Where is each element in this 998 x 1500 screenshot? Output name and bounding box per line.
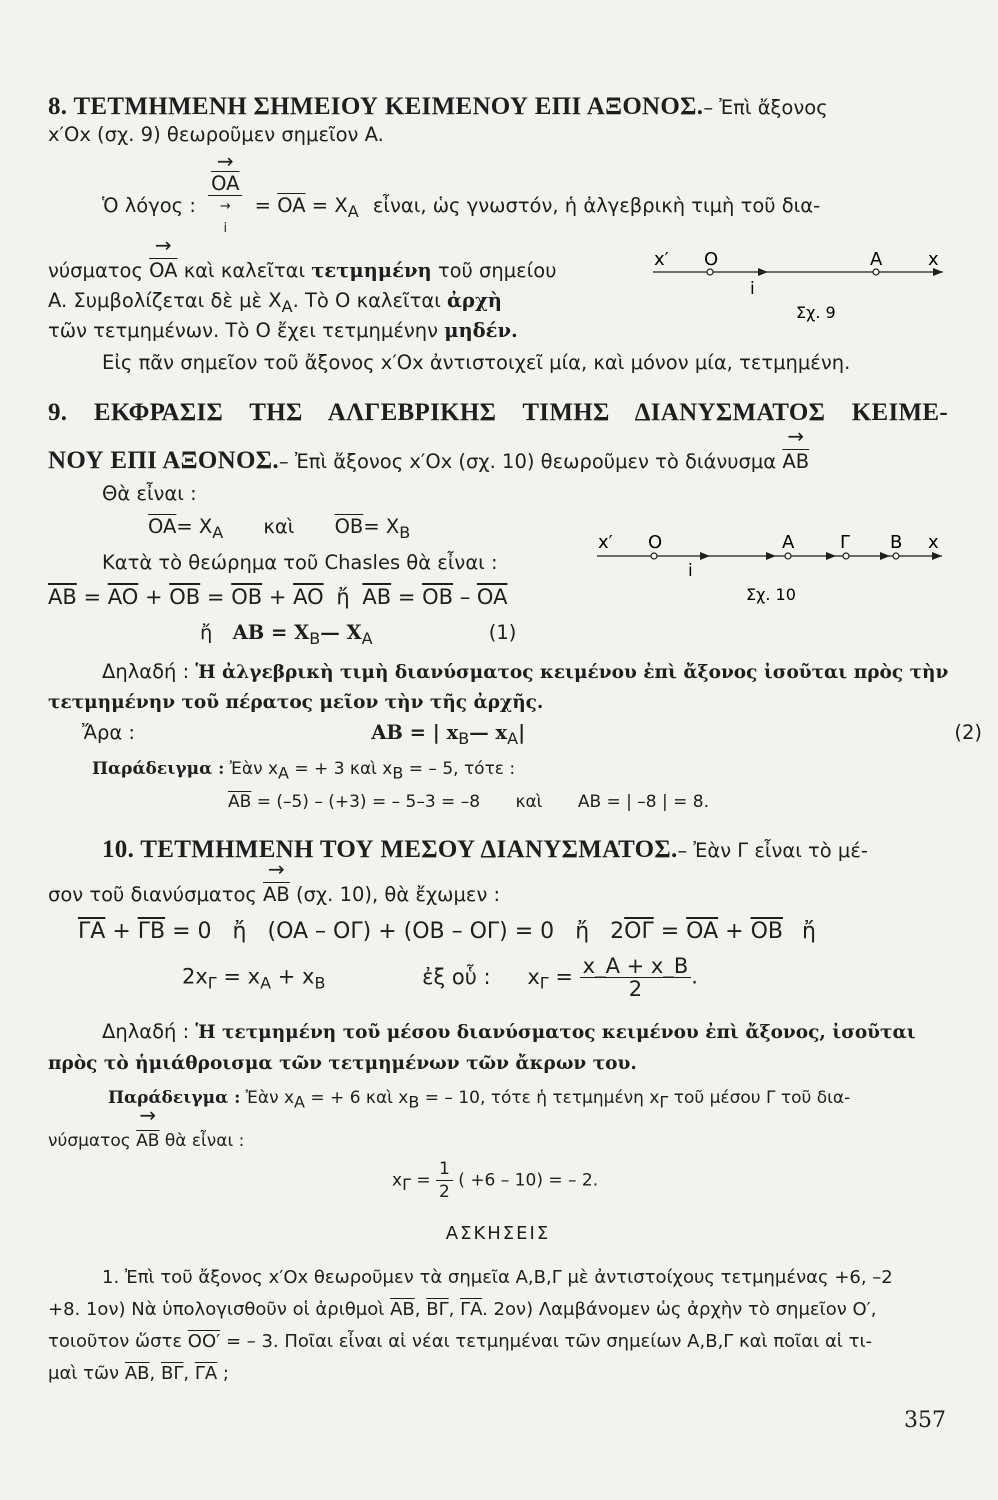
fig10-label-b: B <box>890 532 903 553</box>
s10-xg-equation: $2x_\Gamma = x_A + x_B$ ἐξ οὗ : $x_\Gamma$ = $\frac{x\_A + x\_B}{2}$ . <box>182 954 698 1001</box>
figure-10 <box>592 520 948 610</box>
fig10-label-o: O <box>648 532 663 553</box>
s9-eq-xa-xb: $\overline{OA}= X_A$ καὶ $\overline{OB}= X_B$ <box>148 515 411 542</box>
fig10-label-g: Γ <box>840 532 851 553</box>
s8-line-7: Εἰς πᾶν σημεῖον τοῦ ἄξονος x′Ox ἀντιστοιχεῖ μία, καὶ μόνον μία, τετμημένη. <box>102 351 851 374</box>
fig10-label-i: i <box>688 561 693 581</box>
fig9-label-x: x <box>928 249 939 270</box>
page-number: 357 <box>904 1408 946 1433</box>
section-8-title: 8. ΤΕΤΜΗΜΕΝΗ ΣΗΜΕΙΟΥ ΚΕΙΜΕΝΟΥ ΕΠΙ ΑΞΟΝΟΣ. <box>48 93 704 120</box>
fig9-label-a: A <box>870 249 883 270</box>
fig10-arrow-4 <box>880 552 890 560</box>
section-9-title-line-2: ΝΟΥ ΕΠΙ ΑΞΟΝΟΣ.– Ἐπὶ ἄξονος x′Ox (σχ. 10) θεωροῦμεν τὸ $\delta\iota ά\nu\upsilon\sigma\mu\alpha \to \overline{AB}$ <box>48 447 948 476</box>
s8-line-6: τῶν τετμημένων. Τὸ O ἔχει τετμημένην μηδέν. <box>48 319 518 342</box>
s10-definition-line-1: Δηλαδή : Ἡ τετμημένη τοῦ μέσου διανύσματος κειμένου ἐπὶ ἄξονος, ἰσοῦται <box>102 1020 916 1043</box>
xg-fraction: $\frac{x\_A + x\_B}{2}$ <box>580 955 692 1000</box>
section-10-heading-line: 10. ΤΕΤΜΗΜΕΝΗ ΤΟΥ ΜΕΣΟΥ ΔΙΑΝΥΣΜΑΤΟΣ.– Ἐὰν Γ εἶναι τὸ μέ- <box>102 836 868 863</box>
s9-line-3: Θὰ εἶναι : <box>102 482 197 505</box>
s9-example-line: Παράδειγμα : Ἐὰν $x_A$ = + 3 καὶ $x_B$ = – 5, τότε : <box>92 759 516 783</box>
fig10-point-b <box>893 553 899 559</box>
fig10-arrow-2 <box>766 552 776 560</box>
s8-ratio-line: Ὁ λόγος : → $\overline{OA}$ → i = $\overline{OA} = X_A$ εἶναι, ὡς γνωστόν, ἡ ἀλγεβρικὴ τιμὴ τοῦ δια- <box>48 173 948 240</box>
fig10-label-a: A <box>782 532 795 553</box>
s9-equation-2: Ἄρα : AB = | $x_B—$ $x_A|$ (2) <box>82 721 982 748</box>
exercises-heading: ΑΣΚΗΣΕΙΣ <box>445 1223 551 1244</box>
section-8-heading-line: 8. ΤΕΤΜΗΜΕΝΗ ΣΗΜΕΙΟΥ ΚΕΙΜΕΝΟΥ ΕΠΙ ΑΞΟΝΟΣ.– Ἐπὶ ἄξονος <box>48 93 828 120</box>
fig9-label-i: i <box>750 279 755 299</box>
s10-example-calc: $x_\Gamma$ = $\frac{1}{2}$ ( +6 – 10) = – 2. <box>392 1159 599 1202</box>
section-9-title-line-1: 9. ΕΚΦΡΑΣΙΣ ΤΗΣ ΑΛΓΕΒΡΙΚΗΣ ΤΙΜΗΣ ΔΙΑΝΥΣΜΑΤΟΣ ΚΕΙΜΕ- <box>48 399 948 426</box>
s8-line-5: A. Συμβολίζεται δὲ μὲ $X_A$. Τὸ O καλεῖται ἀρχὴ <box>48 289 502 316</box>
s9-chasles-equation: $\overline{AB} = \overline{AO} + \overline{OB} = \overline{OB} + \overline{AO}$ ἤ $\overline{AB} = \overline{OB} - \overline{OA}$ <box>48 585 508 609</box>
figure-9 <box>648 248 948 328</box>
fig10-point-o <box>651 553 657 559</box>
s9-chasles-line: Κατὰ τὸ θεώρημα τοῦ Chasles θὰ εἶναι : <box>102 551 498 574</box>
fig10-point-a <box>785 553 791 559</box>
s9-definition-line-2: τετμημένην τοῦ πέρατος μεῖον τὴν τῆς ἀρχῆς. <box>48 692 544 713</box>
exercise-1-line-3: τοιοῦτον ὥστε OO′ = – 3. Ποῖαι εἶναι αἱ νέαι τετμημέναι τῶν σημείων A,B,Γ καὶ ποῖαι αἱ τι- <box>48 1331 873 1352</box>
s9-definition-line-1: Δηλαδή : Ἡ ἀλγεβρικὴ τιμὴ διανύσματος κειμένου ἐπὶ ἄξονος ἰσοῦται πρὸς τὴν <box>102 660 949 683</box>
s8-line-2: x′Ox (σχ. 9) θεωροῦμεν σημεῖον A. <box>48 123 384 146</box>
exercise-1-line-2: +8. 1ον) Νὰ ὑπολογισθοῦν οἱ ἀριθμοὶ $\overline{AB}$, $\overline{B\Gamma}$, $\overline{\Gamma A}$. 2ον) Λαμβάνομεν ὡς ἀρχὴν τὸ σημεῖον O′, <box>48 1299 877 1320</box>
s9-example-calc: $\overline{AB} = (-5) - (+3)$ = – 5–3 = –8 καὶ AB = | –8 | = 8. <box>228 792 710 812</box>
fig9-unit-arrow <box>758 268 768 276</box>
fig9-label-xprime: x′ <box>654 249 669 270</box>
fig9-label-o: O <box>704 249 719 270</box>
s10-example-line: Παράδειγμα : Ἐὰν $x_A$ = + 6 καὶ $x_B$ = – 10, τότε ἡ τετμημένη $x_\Gamma$ τοῦ μέσου Γ τοῦ δια- <box>108 1088 851 1112</box>
s10-line-2: σον τοῦ $\delta\iota\alpha\nu ύ\sigma\mu\alpha\tau o\varsigma \to \overline{AB}$ (σχ. 10), θὰ ἔχωμεν : <box>48 881 948 909</box>
exercise-1-line-1: 1. Ἐπὶ τοῦ ἄξονος x′Ox θεωροῦμεν τὰ σημεῖα A,B,Γ μὲ ἀντιστοίχους τετμημένας +6, –2 <box>102 1267 893 1288</box>
fig10-arrow-3 <box>826 552 836 560</box>
fig10-axis-arrow <box>932 552 942 560</box>
section-10-title: 10. ΤΕΤΜΗΜΕΝΗ ΤΟΥ ΜΕΣΟΥ ΔΙΑΝΥΣΜΑΤΟΣ. <box>102 836 678 863</box>
fig10-label-xprime: x′ <box>598 532 613 553</box>
s10-midpoint-equation: $\overline{\Gamma A} + \overline{\Gamma B} = 0$ ἤ (OA – OΓ) + (OB – OΓ) = 0 ἤ $2\overline{O\Gamma} = \overline{OA} + \overline{OB}$ ἤ <box>78 919 816 944</box>
s9-equation-1: ἤ AB = $X_B—$ $X_A$ (1) <box>200 621 517 648</box>
ratio-fraction: → $\overline{OA}$ → i <box>208 173 242 240</box>
s8-line-4: $\nu ύ\sigma\mu\alpha\tau o\varsigma \to \overline{OA}$ καὶ καλεῖται τετμημένη τοῦ σημείου <box>48 257 628 285</box>
fig10-unit-arrow <box>700 552 710 560</box>
s10-definition-line-2: πρὸς τὸ ἡμιάθροισμα τῶν τετμημένων τῶν ἄκρων του. <box>48 1053 637 1074</box>
exercise-1-line-4: μαὶ τῶν $\overline{AB}$, $\overline{B\Gamma}$, $\overline{\Gamma A}$ ; <box>48 1363 229 1384</box>
s10-example-line-2: $\nu ύ\sigma\mu\alpha\tau o\varsigma \to \overline{AB}$ θὰ εἶναι : <box>48 1127 948 1155</box>
example-fraction: $\frac{1}{2}$ <box>436 1158 453 1203</box>
fig10-point-g <box>843 553 849 559</box>
fig10-label-x: x <box>928 532 939 553</box>
fig10-caption: Σχ. 10 <box>746 585 796 604</box>
fig9-caption: Σχ. 9 <box>796 303 836 322</box>
